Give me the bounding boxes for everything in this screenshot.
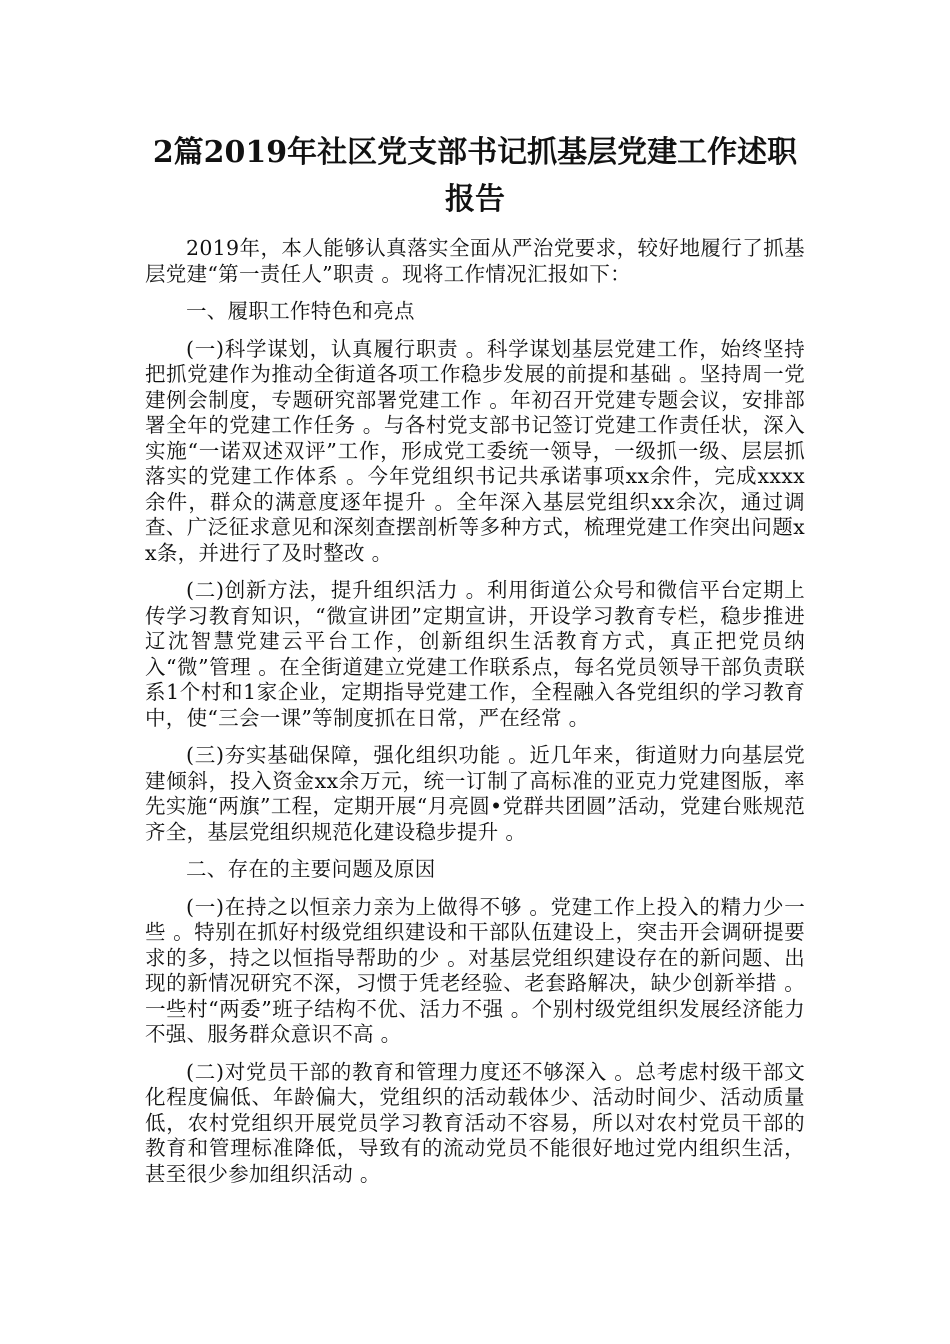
section1-paragraph: (三)夯实基础保障，强化组织功能 。近几年来，街道财力向基层党建倾斜，投入资金xx余万元，统一订制了高标准的亚克力党建图版，率先实施“两旗”工程，定期开展“月亮圆•党群共团圆”活动，党建台账规范齐全，基层党组织规范化建设稳步提升 。 xyxy=(145,743,805,844)
section-heading-1: 一、履职工作特色和亮点 xyxy=(186,299,415,323)
intro-paragraph: 2019年，本人能够认真落实全面从严治党要求，较好地履行了抓基层党建“第一责任人”职责 。现将工作情况汇报如下： xyxy=(145,236,805,286)
section2-paragraph: (一)在持之以恒亲力亲为上做得不够 。党建工作上投入的精力少一些 。特别在抓好村级党组织建设和干部队伍建设上，突击开会调研提要求的多，持之以恒指导帮助的少 。对基层党组织建设存在的新问题、出现的新情况研究不深，习惯于凭老经验、老套路解决，缺少创新举措 。一些村“两委”班子结构不优、活力不强 。个别村级党组织发展经济能力不强、服务群众意识不高 。 xyxy=(145,894,805,1046)
document-title-line1: 2篇2019年社区党支部书记抓基层党建工作述职 xyxy=(152,135,798,170)
section1-paragraph: (二)创新方法，提升组织活力 。利用街道公众号和微信平台定期上传学习教育知识，“微宣讲团”定期宣讲，开设学习教育专栏，稳步推进辽沈智慧党建云平台工作，创新组织生活教育方式，真正把党员纳入“微”管理 。在全街道建立党建工作联系点，每名党员领导干部负责联系1个村和1家企业，定期指导党建工作，全程融入各党组织的学习教育中，使“三会一课”等制度抓在日常，严在经常 。 xyxy=(145,578,805,730)
document-body xyxy=(145,236,805,1199)
section2-paragraph: (二)对党员干部的教育和管理力度还不够深入 。总考虑村级干部文化程度偏低、年龄偏大，党组织的活动载体少、活动时间少、活动质量低，农村党组织开展党员学习教育活动不容易，所以对农村党员干部的教育和管理标准降低，导致有的流动党员不能很好地过党内组织生活，甚至很少参加组织活动 。 xyxy=(145,1059,805,1186)
section-heading-2: 二、存在的主要问题及原因 xyxy=(186,857,436,881)
document-title-line2: 报告 xyxy=(445,182,505,217)
section1-paragraph: (一)科学谋划，认真履行职责 。科学谋划基层党建工作，始终坚持把抓党建作为推动全街道各项工作稳步发展的前提和基础 。坚持周一党建例会制度，专题研究部署党建工作 。年初召开党建专题会议，安排部署全年的党建工作任务 。与各村党支部书记签订党建工作责任状，深入实施“一诺双述双评”工作，形成党工委统一领导，一级抓一级、层层抓落实的党建工作体系 。今年党组织书记共承诺事项xx余件，完成xxxx余件，群众的满意度逐年提升 。全年深入基层党组织xx余次，通过调查、广泛征求意见和深刻查摆剖析等多种方式，梳理党建工作突出问题xx条，并进行了及时整改 。 xyxy=(145,336,805,565)
